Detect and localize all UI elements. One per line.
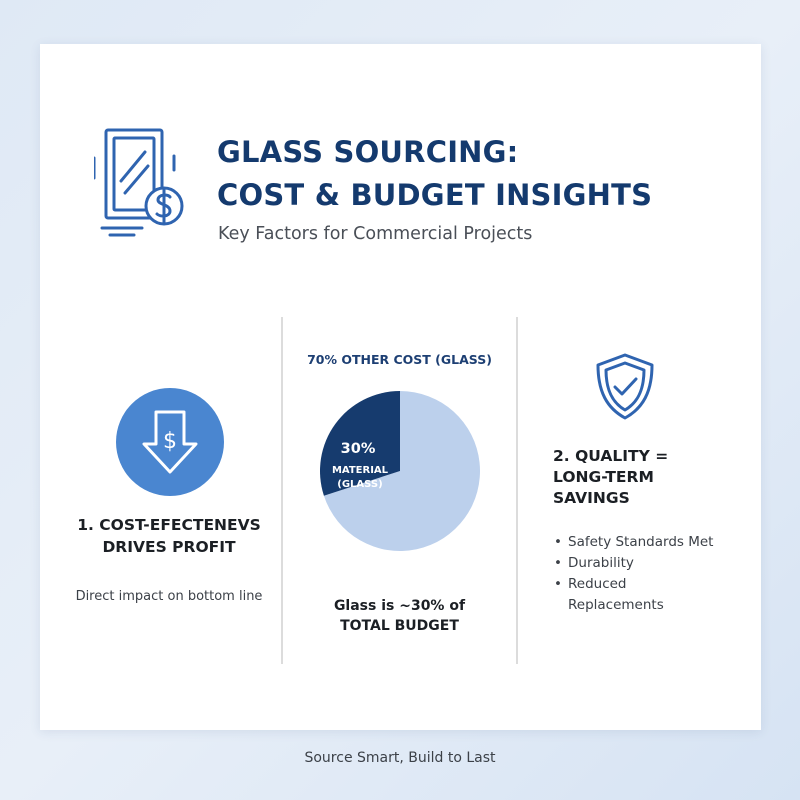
budget-pie-chart [318, 389, 482, 553]
col1-heading-line-2: DRIVES PROFIT [102, 538, 236, 556]
shield-check-icon [593, 352, 657, 422]
list-item: Replacements [568, 597, 664, 613]
list-item: • Durability [552, 553, 713, 574]
glass-pane-dollar-icon [94, 126, 234, 246]
pie-slice-label-material: MATERIAL [331, 465, 389, 476]
pie-caption-line-2: TOTAL BUDGET [340, 618, 459, 634]
pie-slice-label-percent: 30% [340, 441, 376, 457]
dollar-down-arrow-icon [116, 388, 224, 496]
infographic-card [40, 44, 761, 730]
list-item: • Safety Standards Met [552, 532, 713, 553]
svg-text:$: $ [163, 429, 177, 454]
page-title [217, 131, 652, 217]
quality-bullet-list [552, 532, 713, 616]
pie-slice-label-glass: (GLASS) [337, 479, 383, 490]
pie-caption [283, 596, 516, 636]
page-subtitle: Key Factors for Commercial Projects [218, 224, 533, 244]
col3-heading-line-3: SAVINGS [553, 489, 630, 507]
cost-effectiveness-description: Direct impact on bottom line [75, 589, 263, 604]
footer-tagline: Source Smart, Build to Last [304, 750, 496, 766]
quality-heading [553, 446, 668, 509]
column-divider-2 [516, 317, 518, 664]
pie-caption-line-1: Glass is ~30% of [333, 598, 466, 614]
title-line-1: GLASS SOURCING: [217, 135, 519, 169]
title-line-2: COST & BUDGET INSIGHTS [217, 178, 653, 212]
col1-heading-line-1: 1. COST-EFECTENEVS [77, 516, 261, 534]
cost-effectiveness-heading [58, 514, 280, 558]
list-item: • Reduced [552, 574, 713, 595]
pie-top-label: 70% OTHER COST (GLASS) [307, 352, 492, 367]
col3-heading-line-1: 2. QUALITY = [553, 447, 669, 465]
col3-heading-line-2: LONG-TERM [553, 468, 654, 486]
